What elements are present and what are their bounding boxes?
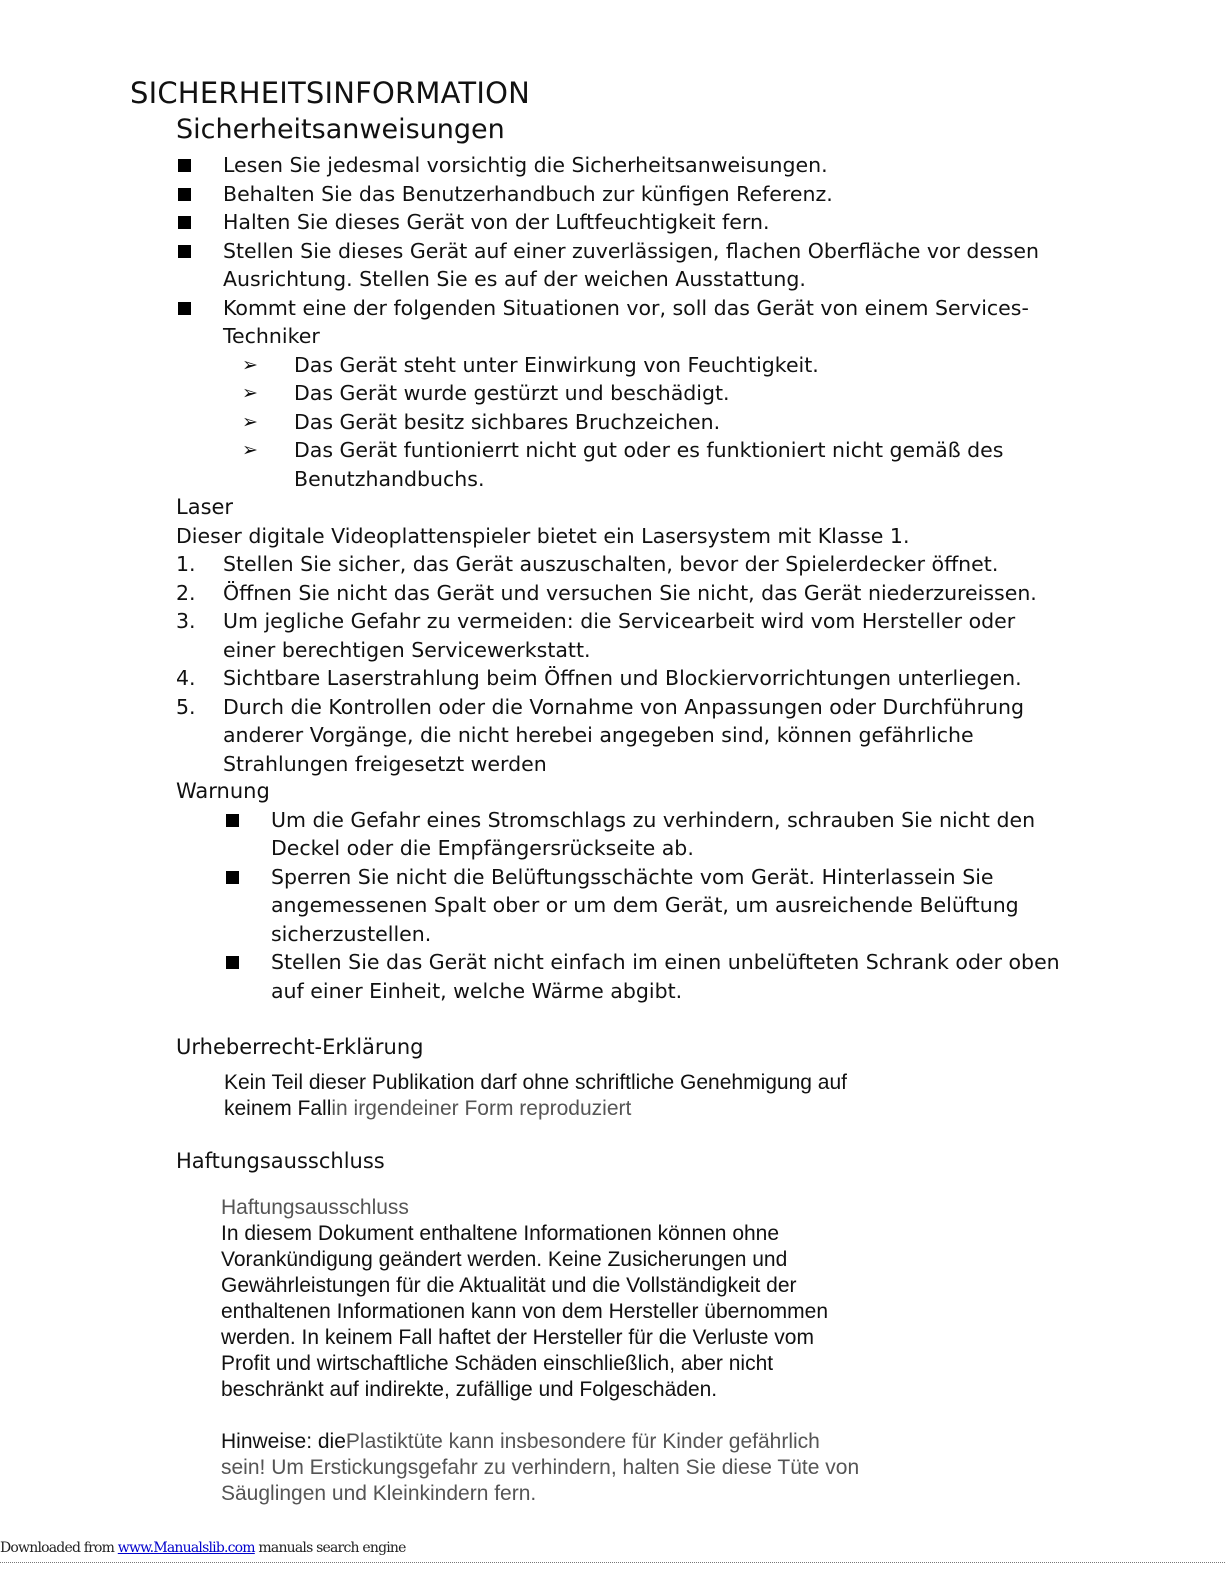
sub-list-item-continuation: Benutzhandbuchs. xyxy=(294,466,485,491)
download-footer: Downloaded from www.Manualslib.com manuals search engine xyxy=(0,1540,406,1556)
numbered-item-continuation: einer berechtigen Servicewerkstatt. xyxy=(223,637,591,662)
list-item-continuation: angemessenen Spalt ober or um dem Gerät, um ausreichende Belüftung xyxy=(271,893,1019,917)
bullet-square-icon xyxy=(178,159,191,172)
list-item-continuation: Techniker xyxy=(223,324,320,348)
sub-list-item: ➢ Das Gerät wurde gestürzt und beschädigt. xyxy=(176,379,1076,408)
list-item: Halten Sie dieses Gerät von der Luftfeuchtigkeit fern. xyxy=(176,208,1076,237)
bullet-square-icon xyxy=(178,302,191,315)
list-item-continuation: Deckel oder die Empfängersrückseite ab. xyxy=(271,836,694,860)
numbered-item: 1. Stellen Sie sicher, das Gerät auszuschalten, bevor der Spielerdecker öffnet. xyxy=(176,552,999,576)
section-title-safety-instructions: Sicherheitsanweisungen xyxy=(176,114,505,145)
list-item: Um die Gefahr eines Stromschlags zu verhindern, schrauben Sie nicht den xyxy=(176,806,1076,835)
disclaimer-heading: Haftungsausschluss xyxy=(176,1149,385,1173)
bullet-square-icon xyxy=(226,871,239,884)
numbered-item: 2. Öffnen Sie nicht das Gerät und versuchen Sie nicht, das Gerät niederzureissen. xyxy=(176,580,1037,605)
list-item: Kommt eine der folgenden Situationen vor, soll das Gerät von einem Services- xyxy=(176,294,1076,323)
safety-list xyxy=(176,151,1076,493)
disclaimer-section xyxy=(176,1147,1076,1176)
list-item: Stellen Sie dieses Gerät auf einer zuverlässigen, flachen Oberfläche vor dessen xyxy=(176,237,1076,266)
copyright-heading: Urheberrecht-Erklärung xyxy=(176,1035,424,1059)
arrow-bullet-icon: ➢ xyxy=(242,439,258,461)
bullet-square-icon xyxy=(226,956,239,969)
manualslib-link[interactable]: www.Manualslib.com xyxy=(117,1540,255,1556)
copyright-section xyxy=(176,1033,1076,1062)
bullet-square-icon xyxy=(226,814,239,827)
sub-list-item: ➢ Das Gerät steht unter Einwirkung von Feuchtigkeit. xyxy=(176,351,1076,380)
footer-divider xyxy=(0,1562,1225,1563)
warning-heading: Warnung xyxy=(176,779,270,803)
bullet-square-icon xyxy=(178,188,191,201)
numbered-item-continuation: anderer Vorgänge, die nicht herebei angegeben sind, können gefährliche xyxy=(223,723,974,747)
disclaimer-text: Haftungsausschluss In diesem Dokument enthaltene Informationen können ohne Vorankündigung geändert werden. Keine Zusicherungen und Gewährleistungen für die Aktualität und die Vollständigkeit der enthaltenen Informationen kann von dem Hersteller übernommen werden. In keinem Fall haftet der Hersteller für die Verluste vom Profit und wirtschaftliche Schäden einschließlich, aber nicht beschränkt auf indirekte, zufällige und Folgeschäden. xyxy=(221,1195,1121,1403)
disclaimer-inner-heading: Haftungsausschluss xyxy=(221,1196,409,1219)
laser-section xyxy=(176,493,1076,778)
list-item: Behalten Sie das Benutzerhandbuch zur künfigen Referenz. xyxy=(176,180,1076,209)
laser-intro: Dieser digitale Videoplattenspieler bietet ein Lasersystem mit Klasse 1. xyxy=(176,523,910,548)
numbered-item: 4. Sichtbare Laserstrahlung beim Öffnen und Blockiervorrichtungen unterliegen. xyxy=(176,666,1022,690)
list-item-continuation: Ausrichtung. Stellen Sie es auf der weichen Ausstattung. xyxy=(223,267,806,291)
numbered-item: 3. Um jegliche Gefahr zu vermeiden: die Servicearbeit wird vom Hersteller oder xyxy=(176,609,1016,633)
list-item: Lesen Sie jedesmal vorsichtig die Sicherheitsanweisungen. xyxy=(176,151,1076,180)
numbered-item-continuation: Strahlungen freigesetzt werden xyxy=(223,751,547,776)
notice-text: Hinweise: diePlastiktüte kann insbesondere für Kinder gefährlich sein! Um Erstickungsgefahr zu verhindern, halten Sie diese Tüte von Säuglingen und Kleinkindern fern. xyxy=(221,1430,860,1505)
copyright-text: Kein Teil dieser Publikation darf ohne schriftliche Genehmigung auf keinem Fallin irgendeiner Form reproduziert xyxy=(224,1071,847,1120)
arrow-bullet-icon: ➢ xyxy=(242,353,258,376)
list-item: Sperren Sie nicht die Belüftungsschächte vom Gerät. Hinterlassein Sie xyxy=(176,863,1076,892)
bullet-square-icon xyxy=(178,216,191,229)
list-item: Stellen Sie das Gerät nicht einfach im einen unbelüfteten Schrank oder oben xyxy=(176,948,1076,977)
list-item-continuation: auf einer Einheit, welche Wärme abgibt. xyxy=(271,978,683,1003)
bullet-square-icon xyxy=(178,245,191,258)
arrow-bullet-icon: ➢ xyxy=(242,382,258,404)
page-title: SICHERHEITSINFORMATION xyxy=(130,76,530,110)
laser-heading: Laser xyxy=(176,495,234,519)
sub-list-item: ➢ Das Gerät besitz sichbares Bruchzeichen. xyxy=(176,408,1076,437)
numbered-item: 5. Durch die Kontrollen oder die Vornahme von Anpassungen oder Durchführung xyxy=(176,694,1025,719)
warning-section xyxy=(176,777,1076,1005)
list-item-continuation: sicherzustellen. xyxy=(271,921,432,946)
sub-list-item: ➢ Das Gerät funtionierrt nicht gut oder es funktioniert nicht gemäß des xyxy=(176,436,1076,465)
arrow-bullet-icon: ➢ xyxy=(242,410,258,433)
